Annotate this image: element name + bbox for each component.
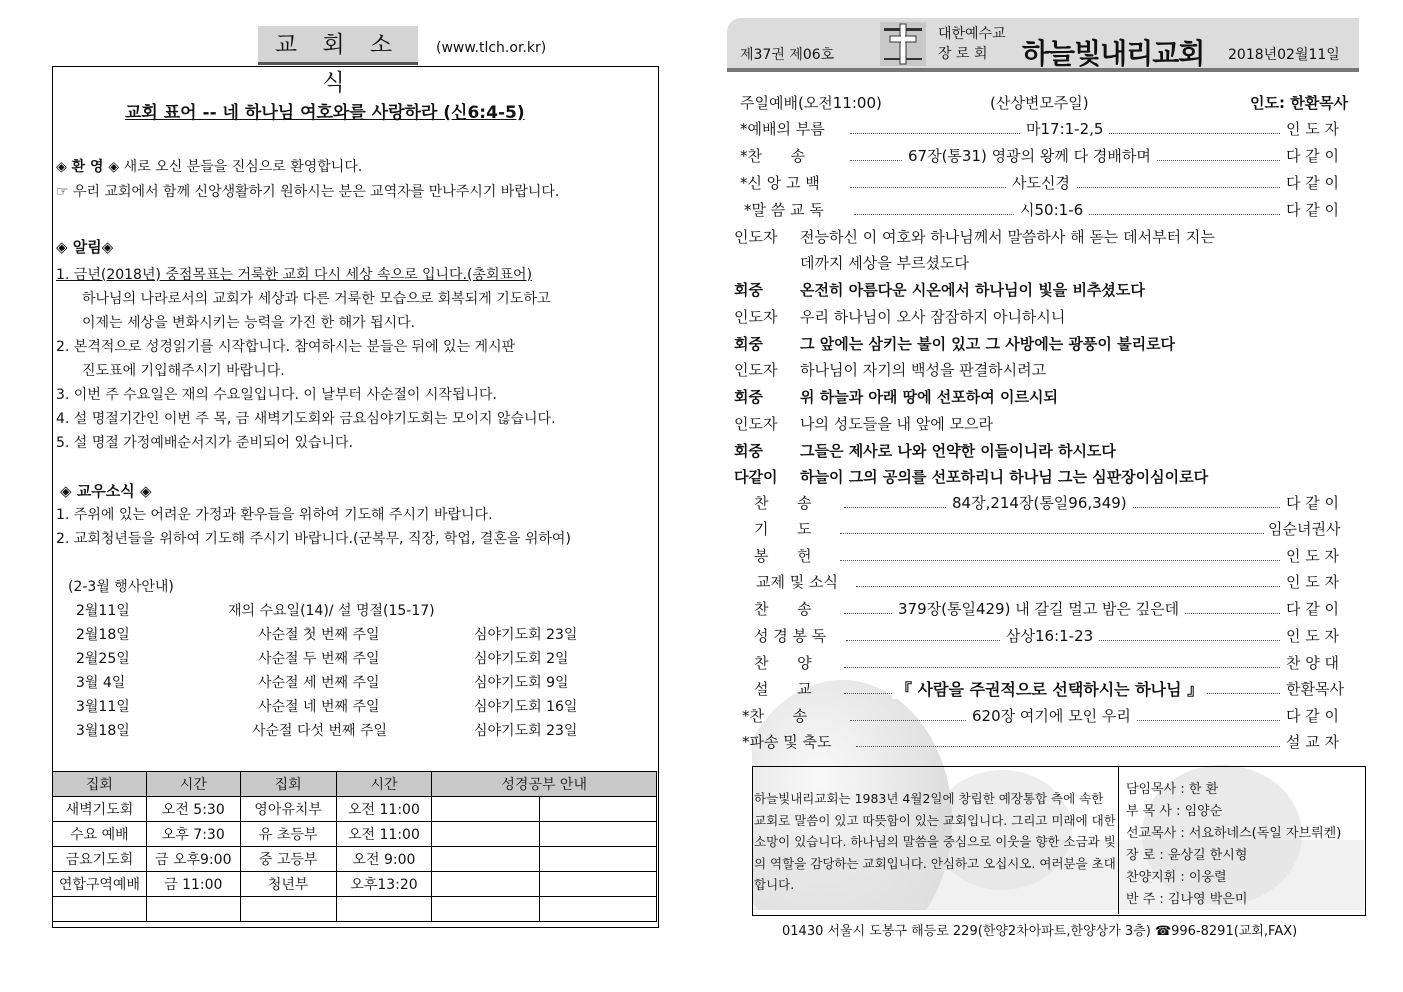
- volume-number: 제37권 제06호: [740, 47, 835, 63]
- table-cell: [432, 822, 540, 847]
- event-name: 사순절 네 번째 주일: [258, 699, 380, 715]
- notice-item: 이제는 세상을 변화시키는 능력을 가진 한 해가 됩시다.: [82, 315, 416, 331]
- denomination-line-2: 장 로 회: [938, 46, 988, 62]
- notice-item: 하나님의 나라로서의 교회가 세상과 다른 거룩한 모습으로 회복되게 기도하고: [82, 291, 551, 307]
- staff-item: 찬양지휘 : 이웅렬: [1126, 870, 1227, 885]
- leader-dots: [844, 666, 1280, 668]
- event-date: 3월11일: [76, 699, 130, 715]
- denomination-line-1: 대한예수교: [938, 26, 1006, 42]
- service-subtitle: (산상변모주일): [990, 94, 1089, 112]
- table-cell: 청년부: [240, 872, 336, 897]
- table-cell: [240, 897, 336, 922]
- table-cell: 오전 5:30: [146, 797, 240, 822]
- table-row: [53, 872, 657, 897]
- worship-item: 성 경 봉 독: [754, 627, 827, 645]
- table-cell: [540, 797, 657, 822]
- worship-item: *찬 송: [742, 707, 808, 725]
- staff-item: 부 목 사 : 임양순: [1126, 804, 1223, 819]
- worship-by: 다 같 이: [1286, 600, 1340, 618]
- event-prayer: 심야기도회 9일: [474, 675, 569, 691]
- table-cell: 오전 9:00: [336, 847, 432, 872]
- table-row: [53, 822, 657, 847]
- bulletin-date: 2018년02월11일: [1228, 47, 1340, 63]
- table-cell: 금요기도회: [53, 847, 147, 872]
- service-leader: 인도: 한환목사: [1250, 94, 1349, 112]
- leader-dots: [856, 745, 1280, 747]
- event-prayer: 심야기도회 23일: [474, 723, 578, 739]
- notice-item: 1. 금년(2018년) 중점목표는 거룩한 교회 다시 세상 속으로 입니다.(총회표어): [56, 267, 533, 283]
- schedule-header-row: [53, 772, 657, 797]
- reading-text: 전능하신 이 여호와 하나님께서 말씀하사 해 돋는 데서부터 지는: [800, 228, 1215, 246]
- staff-item: 반 주 : 김나영 박은미: [1126, 892, 1248, 907]
- header-cell: 시간: [146, 772, 240, 797]
- reading-text: 그 앞에는 삼키는 불이 있고 그 사방에는 광풍이 불리로다: [800, 335, 1176, 353]
- worship-by: 다 같 이: [1286, 147, 1340, 165]
- header-cell: 집회: [240, 772, 336, 797]
- worship-content: 379장(통일429) 내 갈길 멀고 밤은 깊은데: [892, 598, 1185, 620]
- church-logo-icon: [880, 22, 926, 66]
- worship-item: 찬 양: [754, 654, 812, 672]
- table-cell: 유 초등부: [240, 822, 336, 847]
- table-cell: [540, 847, 657, 872]
- worship-item: *찬 송: [740, 147, 806, 165]
- worship-content: 마17:1-2,5: [1020, 118, 1109, 140]
- worship-by: 찬 양 대: [1286, 654, 1340, 672]
- event-date: 2월25일: [76, 651, 130, 667]
- denomination: [938, 24, 1006, 64]
- notice-item: 2. 본격적으로 성경읽기를 시작합니다. 참여하시는 분들은 뒤에 있는 게시판: [56, 339, 516, 355]
- reading-role: 회중: [734, 388, 763, 406]
- table-cell: 금 11:00: [146, 872, 240, 897]
- staff-item: 담임목사 : 한 환: [1126, 782, 1219, 797]
- worship-by: 인 도 자: [1286, 547, 1340, 565]
- worship-item: 찬 송: [754, 600, 812, 618]
- worship-by: 인 도 자: [1286, 573, 1340, 591]
- sermon-title: 『 사람을 주권적으로 선택하시는 하나님 』: [892, 677, 1207, 699]
- worship-item: 교제 및 소식: [756, 573, 838, 591]
- table-cell: 수요 예배: [53, 822, 147, 847]
- event-name: 사순절 세 번째 주일: [258, 675, 380, 691]
- worship-by: 인 도 자: [1286, 627, 1340, 645]
- worship-by: 한환목사: [1286, 680, 1344, 698]
- members-item: 1. 주위에 있는 어려운 가정과 환우들을 위하여 기도해 주시기 바랍니다.: [56, 507, 493, 523]
- notice-item: 4. 설 명절기간인 이번 주 목, 금 새벽기도회와 금요심야기도회는 모이지 않습니다.: [56, 411, 556, 427]
- event-date: 2월11일: [76, 603, 130, 619]
- worship-content: 사도신경: [1006, 172, 1076, 194]
- leader-dots: [840, 532, 1264, 534]
- reading-role: 다같이: [734, 468, 778, 486]
- welcome-note: ☞ 우리 교회에서 함께 신앙생활하기 원하시는 분은 교역자를 만나주시기 바랍니다.: [56, 184, 560, 200]
- worship-by: 다 같 이: [1286, 494, 1340, 512]
- event-name: 재의 수요일(14)/ 설 명절(15-17): [228, 603, 435, 619]
- event-prayer: 심야기도회 23일: [474, 627, 578, 643]
- table-cell: [540, 897, 657, 922]
- table-cell: 연합구역예배: [53, 872, 147, 897]
- reading-text: 위 하늘과 아래 땅에 선포하여 이르시되: [800, 388, 1058, 406]
- event-name: 사순절 두 번째 주일: [258, 651, 380, 667]
- worship-item: 찬 송: [754, 494, 812, 512]
- worship-by: 설 교 자: [1286, 733, 1340, 751]
- table-cell: [432, 847, 540, 872]
- table-cell: 오후 7:30: [146, 822, 240, 847]
- reading-text: 온전히 아름다운 시온에서 하나님이 빛을 비추셨도다: [800, 281, 1145, 299]
- staff-item: 선교목사 : 서요하네스(독일 자브뤼켄): [1126, 826, 1342, 841]
- reading-role: 회중: [734, 442, 763, 460]
- worship-item: 설 교: [754, 680, 812, 698]
- header-cell: 성경공부 안내: [432, 772, 657, 797]
- table-cell: [540, 872, 657, 897]
- welcome-text: 새로 오신 분들을 진심으로 환영합니다.: [123, 159, 363, 175]
- worship-by: 다 같 이: [1286, 707, 1340, 725]
- reading-text: 그들은 제사로 나와 언약한 이들이니라 하시도다: [800, 442, 1116, 460]
- table-cell: [336, 897, 432, 922]
- event-name: 사순절 다섯 번째 주일: [252, 723, 388, 739]
- worship-item: *말 씀 교 독: [744, 201, 824, 219]
- reading-role: 인도자: [734, 308, 778, 326]
- church-address: 01430 서울시 도봉구 해등로 229(한양2차아파트,한양상가 3층) ☎996-8291(교회,FAX): [782, 924, 1298, 939]
- table-cell: 영아유치부: [240, 797, 336, 822]
- church-name: 하늘빛내리교회: [1022, 37, 1205, 70]
- worship-content: 시50:1-6: [1014, 199, 1089, 221]
- service-title: 주일예배(오전11:00): [740, 94, 882, 112]
- church-url[interactable]: (www.tlch.or.kr): [436, 40, 547, 56]
- reading-text: 하나님이 자기의 백성을 판결하시려고: [800, 361, 1047, 379]
- table-cell: 금 오후9:00: [146, 847, 240, 872]
- header-cell: 집회: [53, 772, 147, 797]
- table-cell: [146, 897, 240, 922]
- schedule-table: [52, 771, 657, 922]
- members-item: 2. 교회청년들을 위하여 기도해 주시기 바랍니다.(군복무, 직장, 학업, 결혼을 위하여): [56, 531, 571, 547]
- church-motto: 교회 표어 -- 네 하나님 여호와를 사랑하라 (신6:4-5): [125, 103, 525, 123]
- worship-content: 620장 여기에 모인 우리: [966, 705, 1137, 727]
- worship-by: 임순녀권사: [1268, 520, 1341, 538]
- table-cell: 오전 11:00: [336, 822, 432, 847]
- worship-item: *예배의 부름: [740, 120, 825, 138]
- notice-heading: ◈ 알림◈: [56, 238, 114, 256]
- table-cell: [432, 897, 540, 922]
- table-cell: 새벽기도회: [53, 797, 147, 822]
- reading-role: 인도자: [734, 228, 778, 246]
- leader-dots: [856, 585, 1280, 587]
- table-row: [53, 797, 657, 822]
- worship-content: 84장,214장(통일96,349): [946, 492, 1133, 514]
- church-description: 하늘빛내리교회는 1983년 4월2일에 창립한 예장통합 측에 속한 교회로 말씀이 있고 따뜻함이 있는 교회입니다. 그리고 미래에 대한 소망이 있습니다. 하나님의 말씀을 중심으로 이웃을 향한 소금과 빛의 역할을 감당하는 교회입니다. 안심하고 오십시오. 여러분을 초대합니다.: [754, 791, 1116, 892]
- reading-text: 우리 하나님이 오사 잠잠하지 아니하시니: [800, 308, 1066, 326]
- reading-role: 인도자: [734, 361, 778, 379]
- worship-by: 다 같 이: [1286, 201, 1340, 219]
- notice-item: 3. 이번 주 수요일은 재의 수요일입니다. 이 날부터 사순절이 시작됩니다.: [56, 387, 497, 403]
- worship-content: 67장(통31) 영광의 왕께 다 경배하며: [902, 145, 1157, 167]
- table-cell: [432, 797, 540, 822]
- event-prayer: 심야기도회 2일: [474, 651, 569, 667]
- leader-dots: [840, 559, 1280, 561]
- event-date: 3월 4일: [76, 675, 126, 691]
- table-cell: [53, 897, 147, 922]
- reading-text: 하늘이 그의 공의를 선포하리니 하나님 그는 심판장이심이로다: [800, 468, 1209, 486]
- table-row: [53, 847, 657, 872]
- table-cell: [540, 822, 657, 847]
- table-cell: 오후13:20: [336, 872, 432, 897]
- reading-role: 인도자: [734, 415, 778, 433]
- reading-text: 데까지 세상을 부르셨도다: [800, 254, 969, 272]
- worship-item: 봉 헌: [754, 547, 812, 565]
- event-date: 2월18일: [76, 627, 130, 643]
- notice-item: 5. 설 명절 가정예배순서지가 준비되어 있습니다.: [56, 435, 354, 451]
- worship-content: 삼상16:1-23: [1000, 625, 1099, 647]
- worship-item: *신 앙 고 백: [740, 174, 820, 192]
- welcome-line: [56, 156, 362, 176]
- event-date: 3월18일: [76, 723, 130, 739]
- worship-by: 다 같 이: [1286, 174, 1340, 192]
- worship-by: 인 도 자: [1286, 120, 1340, 138]
- worship-item: 기 도: [754, 520, 812, 538]
- reading-text: 나의 성도들을 내 앞에 모으라: [800, 415, 993, 433]
- staff-item: 장 로 : 윤상길 한시형: [1126, 848, 1248, 863]
- event-name: 사순절 첫 번째 주일: [258, 627, 380, 643]
- event-prayer: 심야기도회 16일: [474, 699, 578, 715]
- table-row: [53, 897, 657, 922]
- header-cell: 시간: [336, 772, 432, 797]
- reading-role: 회중: [734, 335, 763, 353]
- events-heading: (2-3월 행사안내): [68, 579, 174, 595]
- table-cell: 중 고등부: [240, 847, 336, 872]
- notice-item: 진도표에 기입해주시기 바랍니다.: [82, 363, 285, 379]
- table-cell: 오전 11:00: [336, 797, 432, 822]
- welcome-heading: ◈ 환 영 ◈: [56, 159, 120, 175]
- reading-role: 회중: [734, 281, 763, 299]
- table-cell: [432, 872, 540, 897]
- members-heading: ◈ 교우소식 ◈: [60, 482, 152, 500]
- info-divider: [1118, 766, 1119, 914]
- news-title: 교 회 소 식: [258, 26, 418, 65]
- worship-item: *파송 및 축도: [742, 733, 832, 751]
